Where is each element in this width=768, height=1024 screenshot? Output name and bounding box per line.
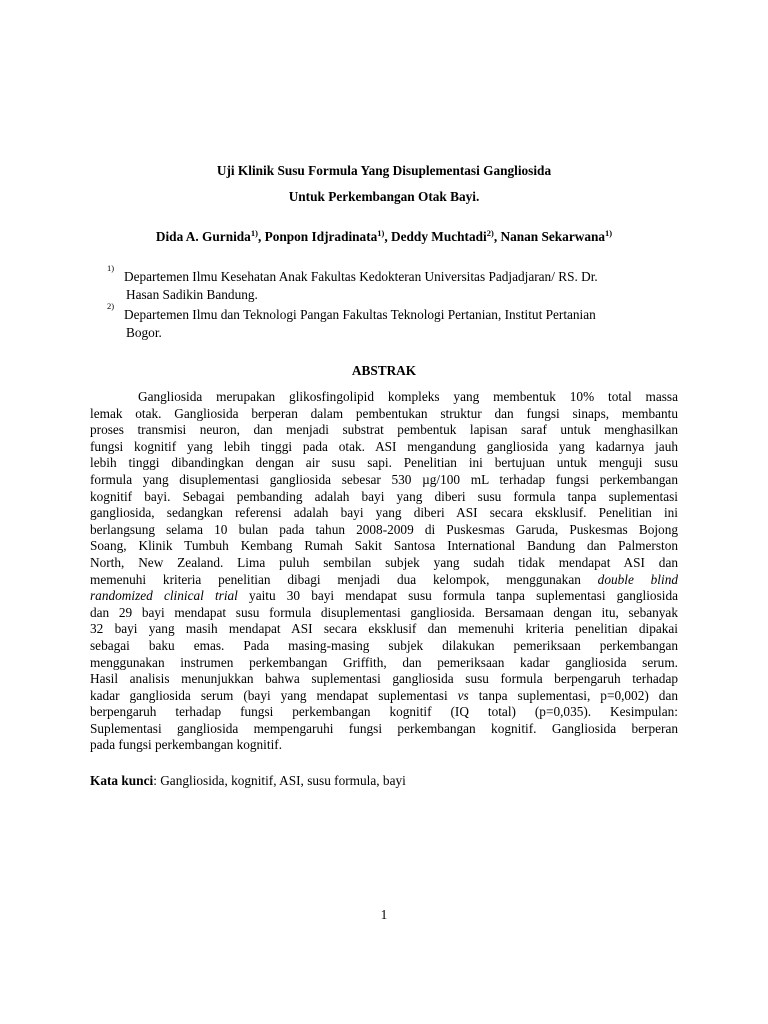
abstract-heading: ABSTRAK — [351, 363, 417, 378]
title-line-1: Uji Klinik Susu Formula Yang Disuplementasi Gangliosida — [216, 163, 552, 178]
abstract-line: pada fungsi perkembangan kognitif. — [90, 737, 283, 753]
author-name: Ponpon Idjradinata — [264, 229, 378, 244]
author-name: Nanan Sekarwana — [500, 229, 606, 244]
affiliation-line: Bogor. — [126, 325, 162, 340]
abstract-line: menggunakan instrumen perkembangan Griffith, dan pemeriksaan kadar gangliosida serum. — [90, 654, 678, 670]
abstract-line: proses transmisi neuron, dan menjadi substrat pembentuk lapisan saraf untuk menghasilkan — [90, 422, 678, 438]
abstract-line: kognitif bayi. Sebagai pembanding adalah bayi yang diberi susu formula tanpa suplementasi — [90, 488, 678, 504]
abstract-line: lemak otak. Gangliosida berperan dalam pembentukan struktur dan fungsi sinaps, membantu — [90, 405, 678, 421]
abstract-line: berlangsung selama 10 bulan pada tahun 2008-2009 di Puskesmas Garuda, Puskesmas Bojong — [90, 521, 678, 537]
author-affiliation-mark: 1) — [605, 228, 613, 238]
abstract-line: formula yang disuplementasi gangliosida sebesar 530 µg/100 mL terhadap fungsi perkembangan — [90, 471, 678, 487]
abstract-line: Gangliosida merupakan glikosfingolipid kompleks yang membentuk 10% total massa — [138, 389, 678, 404]
author-separator: , — [257, 229, 265, 244]
abstract-line: sebagai baku emas. Pada masing-masing subjek dilakukan pemeriksaan perkembangan — [90, 637, 678, 653]
author-list — [0, 229, 768, 245]
abstract-line: memenuhi kriteria penelitian dibagi menjadi dua kelompok, menggunakan double blind — [90, 571, 678, 587]
author-affiliation-mark: 1) — [377, 228, 385, 238]
abstract-line: kadar gangliosida serum (bayi yang mendapat suplementasi vs tanpa suplementasi, p=0,002) dan — [90, 687, 678, 703]
author-separator: , — [493, 229, 501, 244]
affiliation-line: Departemen Ilmu Kesehatan Anak Fakultas Kedokteran Universitas Padjadjaran/ RS. Dr. — [124, 269, 598, 284]
abstract-line: 32 bayi yang masih mendapat ASI secara eksklusif dan memenuhi kriteria penelitian dipakai — [90, 621, 678, 637]
author-name: Dida A. Gurnida — [155, 229, 251, 244]
keywords-text: : Gangliosida, kognitif, ASI, susu formula, bayi — [153, 773, 406, 788]
author-separator: , — [384, 229, 392, 244]
affiliation-line: Departemen Ilmu dan Teknologi Pangan Fakultas Teknologi Pertanian, Institut Pertanian — [124, 307, 596, 322]
abstract-line: fungsi kognitif yang lebih tinggi pada otak. ASI mengandung gangliosida yang kadarnya jauh — [90, 438, 678, 454]
abstract-line: Suplementasi gangliosida mempengaruhi fungsi perkembangan kognitif. Gangliosida berperan — [90, 720, 678, 736]
abstract-line: North, New Zealand. Lima puluh sembilan subjek yang sudah tidak mendapat ASI dan — [90, 554, 678, 570]
abstract-line: gangliosida, sedangkan referensi adalah bayi yang diberi ASI secara eksklusif. Penelitian ini — [90, 505, 678, 521]
page-number: 1 — [380, 907, 388, 922]
abstract-line: lebih tinggi dibandingkan dengan air susu sapi. Penelitian ini bertujuan untuk menguji susu — [90, 455, 678, 471]
author-affiliation-mark: 2) — [486, 228, 494, 238]
affiliation-mark: 1) — [107, 263, 115, 273]
abstract-line: Hasil analisis menunjukkan bahwa suplementasi gangliosida susu formula berpengaruh terhadap — [90, 671, 678, 687]
abstract-line: Soang, Klinik Tumbuh Kembang Rumah Sakit Santosa International Bandung dan Palmerston — [90, 538, 678, 554]
abstract-line: berpengaruh terhadap fungsi perkembangan kognitif (IQ total) (p=0,035). Kesimpulan: — [90, 704, 678, 720]
author-affiliation-mark: 1) — [250, 228, 258, 238]
keywords-label: Kata kunci — [90, 773, 154, 788]
keywords — [90, 773, 406, 789]
affiliation-mark: 2) — [107, 301, 115, 311]
title-line-2: Untuk Perkembangan Otak Bayi. — [288, 189, 480, 204]
abstract-body — [90, 389, 678, 754]
affiliation-line: Hasan Sadikin Bandung. — [126, 287, 258, 302]
author-name: Deddy Muchtadi — [391, 229, 487, 244]
abstract-line: dan 29 bayi mendapat susu formula disuplementasi gangliosida. Bersamaan dengan itu, sebanyak — [90, 604, 678, 620]
abstract-line: randomized clinical trial yaitu 30 bayi mendapat susu formula tanpa suplementasi gangliosida — [90, 588, 678, 604]
